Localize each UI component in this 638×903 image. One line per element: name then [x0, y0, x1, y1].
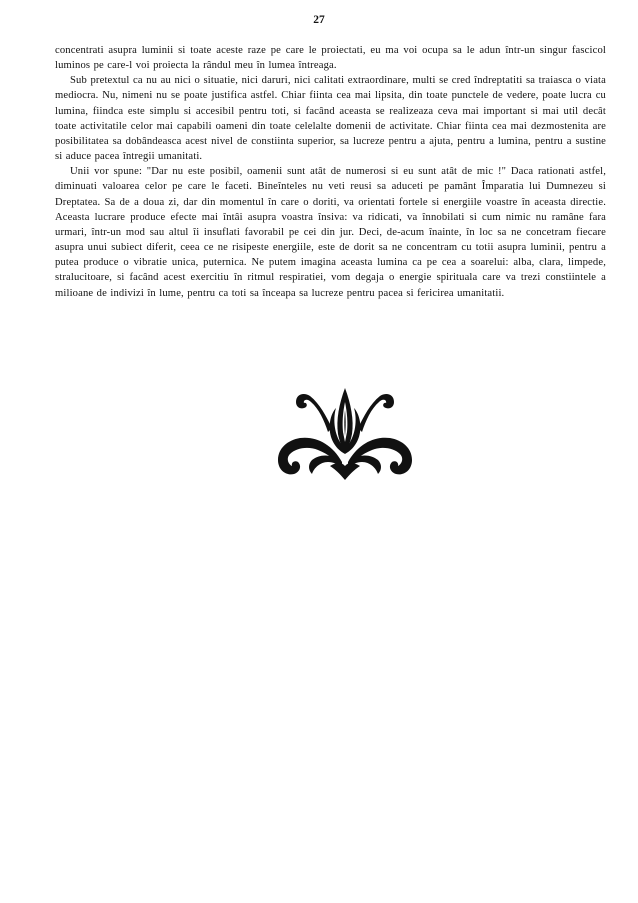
- paragraph: Sub pretextul ca nu au nici o situatie, nici daruri, nici calitati extraordinare, multi se cred îndreptatiti sa traiasca o viata mediocra. Nu, nimeni nu se poate justifica astfel. Chiar fiinta cea mai lipsita, din toate punctele de vedere, poate lucra cu lumina, fiindca este simplu si accesibil pentru toti, si facând aceasta se realizeaza ceva mai important si mai util decât toate activitatile celor mai capabili oameni din toate celelalte domenii de activitate. Chiar fiinta cea mai dezmostenita are posibilitatea sa dobândeasca acest nivel de constiinta superior, sa lucreze pentru a ajuta, pentru a lumina, pentru a sustine si aduce pacea întregii umanitati.: [55, 75, 606, 163]
- floral-vignette-icon: [270, 382, 420, 482]
- paragraph: Unii vor spune: "Dar nu este posibil, oamenii sunt atât de numerosi si eu sunt atât de mic !" Daca rationati astfel, diminuati valoarea celor pe care le faceti. Bineînteles nu veti reusi sa aduceti pe pamânt Împaratia lui Dumnezeu si Dreptatea. Sa de a doua zi, dar din momentul în care o doriti, va orientati fortele si energiile voastre în aceasta directie. Aceasta lucrare produce efecte mai întâi asupra voastra însiva: va ridicati, va înnobilati si cum nimic nu ramâne fara urmari, într-un mod sau altul îi insuflati favorabil pe cei din jur. Deci, de-acum înainte, în loc sa ne concetram fiecare asupra unui subiect diferit, ceea ce ne risipeste energiile, este de dorit sa ne concentram cu totii asupra luminii, pentru a putea produce o vibratie unica, puternica. Ne putem imagina aceasta lumina ca pe cea a soarelui: alba, clara, limpede, stralucitoare, si facând acest exercitiu în ritmul respiratiei, vom degaja o energie spirituala care va trezi constiintele a milioane de indivizi în lume, pentru ca toti sa înceapa sa lucreze pentru pacea si fericirea umanitatii.: [55, 166, 606, 299]
- body-text: [55, 43, 606, 301]
- paragraph-continuation: concentrati asupra luminii si toate aceste raze pe care le proiectati, eu ma voi ocupa sa le adun într-un singur fascicol luminos pe care-l voi proiecta la rândul meu în lumea întreaga.: [55, 45, 606, 72]
- page-number: 27: [313, 14, 325, 26]
